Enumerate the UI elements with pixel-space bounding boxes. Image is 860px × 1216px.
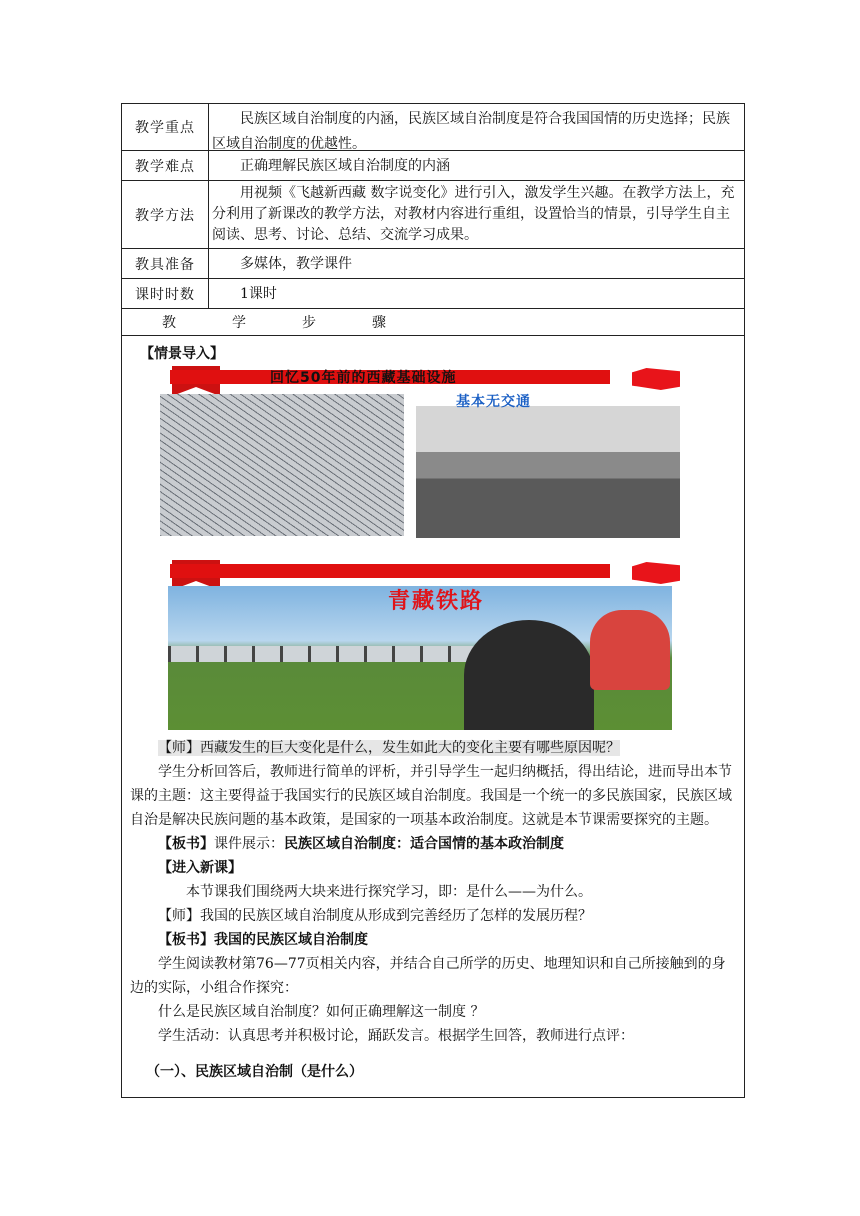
woman-figure	[464, 620, 594, 730]
row-label: 教学难点	[122, 151, 209, 180]
row-label: 教具准备	[122, 249, 209, 278]
slide-caption: 基本无交通	[456, 394, 531, 410]
paragraph: 本节课我们围绕两大块来进行探究学习，即：是什么——为什么。	[186, 884, 592, 900]
board-note: 【板书】课件展示：民族区域自治制度：适合国情的基本政治制度	[158, 836, 564, 852]
table-row	[122, 104, 744, 151]
new-lesson-heading: 【进入新课】	[158, 860, 242, 876]
table-row	[122, 249, 744, 279]
row-value: 1课时	[240, 286, 277, 302]
row-label: 课时时数	[122, 279, 209, 308]
row-value: 用视频《飞越新西藏 数字说变化》进行引入，激发学生兴趣。在教学方法上，充分利用了新课改的教学方法，对教材内容进行重组，设置恰当的情景，引导学生自主阅读、思考、讨论、总结、交流学习成果。	[212, 185, 735, 243]
teaching-steps-body	[122, 336, 744, 1097]
lesson-plan-table	[121, 103, 745, 1098]
slide-banner	[170, 564, 610, 578]
flag-icon	[632, 562, 680, 584]
table-row	[122, 279, 744, 309]
steps-header: 教 学 步 骤	[122, 309, 744, 336]
row-label: 教学重点	[122, 104, 209, 150]
slide-infrastructure	[160, 366, 682, 548]
paragraph: 学生活动：认真思考并积极讨论，踊跃发言。根据学生回答，教师进行点评：	[158, 1028, 634, 1044]
row-value: 正确理解民族区域自治制度的内涵	[240, 158, 450, 174]
teacher-question: 【师】西藏发生的巨大变化是什么，发生如此大的变化主要有哪些原因呢？	[158, 740, 620, 756]
row-value: 民族区域自治制度的内涵，民族区域自治制度是符合我国国情的历史选择；民族区域自治制度的优越性。	[212, 111, 730, 152]
street-carts-photo	[416, 406, 680, 538]
paragraph: 学生分析回答后，教师进行简单的评析，并引导学生一起归纳概括，得出结论，进而导出本节课的主题：这主要得益于我国实行的民族区域自治制度。我国是一个统一的多民族国家，民族区域自治是解决民族问题的基本政策，是国家的一项基本政治制度。这就是本节课需要探究的主题。	[130, 764, 732, 828]
intro-heading: 【情景导入】	[140, 346, 224, 362]
railway-title: 青藏铁路	[388, 589, 485, 614]
railway-bridge	[168, 646, 498, 662]
row-value: 多媒体，教学课件	[240, 256, 352, 272]
board-note: 【板书】我国的民族区域自治制度	[158, 932, 368, 948]
paragraph: 什么是民族区域自治制度？如何正确理解这一制度 ？	[158, 1004, 485, 1020]
teacher-question: 【师】我国的民族区域自治制度从形成到完善经历了怎样的发展历程？	[158, 908, 592, 924]
slide-banner-title: 回忆50年前的西藏基础设施	[270, 370, 457, 386]
cracked-glass-photo	[160, 394, 404, 536]
child-figure	[590, 610, 670, 690]
flag-icon	[632, 368, 680, 390]
table-row	[122, 181, 744, 249]
slide-railway	[160, 560, 682, 732]
row-label: 教学方法	[122, 181, 209, 248]
table-row	[122, 151, 744, 181]
paragraph: 学生阅读教材第76—77页相关内容，并结合自己所学的历史、地理知识和自己所接触到的身边的实际，小组合作探究：	[130, 956, 726, 996]
section-heading: （一）、民族区域自治制（是什么）	[146, 1064, 363, 1080]
